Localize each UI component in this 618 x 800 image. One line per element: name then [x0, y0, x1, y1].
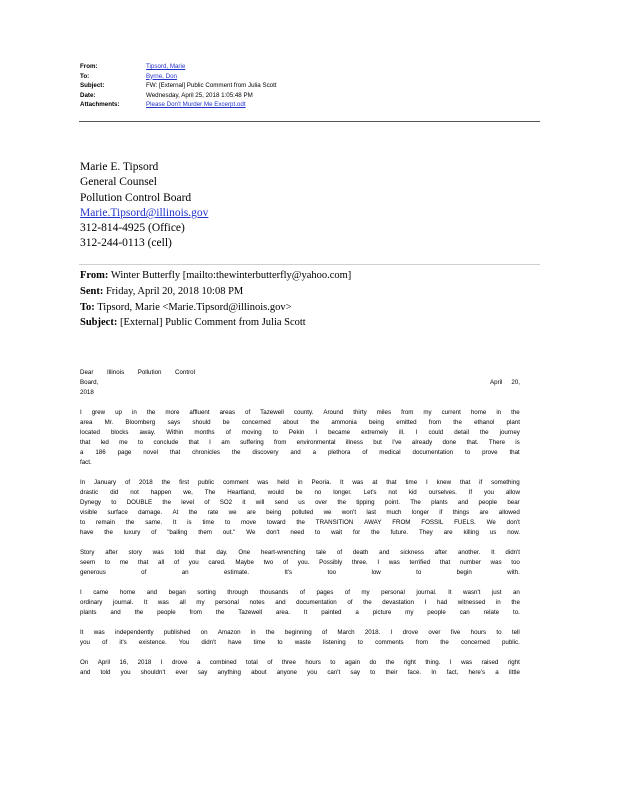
signature-phone-office: 312-814-4925 (Office) [80, 222, 185, 235]
letter-line: visible surface damage. At the rate we are being polluted we won't last much longer if things are allowed [80, 509, 520, 516]
letter-paragraph [80, 658, 520, 678]
signature-name: Marie E. Tipsord [80, 161, 159, 173]
forwarded-header [80, 268, 351, 331]
letter-body [80, 368, 520, 688]
letter-line: ordinary journal. It was all my personal notes and documentation of the devastation I had witnessed in the [80, 599, 520, 606]
header-to-row [80, 72, 277, 82]
header-from-value[interactable]: Tipsord, Marie [146, 63, 186, 70]
header-to-label: To: [80, 72, 90, 80]
letter-line: that led me to conclude that I am suffering from environmental illness but I've already done that. There is [80, 439, 520, 446]
letter-line: have the luxury of "bailing them out." We don't need to wait for the future. They are killing us now. [80, 529, 520, 536]
fwd-to-row [80, 300, 351, 316]
letter-line: plants and the people from the Tazewell area. It painted a picture my people can relate to. [80, 609, 520, 616]
fwd-to-value: Tipsord, Marie <Marie.Tipsord@illinois.gov> [97, 301, 292, 313]
salutation-board: Board, [80, 379, 99, 386]
letter-paragraph [80, 588, 520, 618]
letter-line: you of it's existence. You didn't have time to waste listening to comments from the concerned public. [80, 639, 520, 646]
salutation-line: Dear Illinois Pollution Control [80, 369, 195, 376]
letter-line: I grew up in the more affluent areas of Tazewell county. Around thirty miles from my current home in the [80, 409, 520, 416]
letter-line: fact. [80, 459, 92, 466]
letter-line: and told you shouldn't ever say anything about anyone you can't say to their face. In fact, here's a little [80, 669, 520, 676]
header-attachments-label: Attachments: [80, 101, 120, 109]
letter-line: seem to me that all of you cared. Maybe two of you. Possibly three. I was terrified that number was too [80, 559, 520, 566]
fwd-from-label: From: [80, 270, 109, 281]
letter-line: a 186 page novel that chronicles the discovery and a plethora of medical documentation to prove that [80, 449, 520, 456]
header-date-value: Wednesday, April 25, 2018 1:05:48 PM [146, 91, 253, 99]
fwd-subject-value: [External] Public Comment from Julia Scott [119, 317, 306, 329]
fwd-sent-row [80, 284, 351, 300]
signature-phone-cell: 312-244-0113 (cell) [80, 237, 172, 250]
letter-line: located blocks away. Within months of moving to Pekin I became extremely ill. I could detail the journey [80, 429, 520, 436]
salutation [80, 368, 195, 378]
letter-paragraph [80, 408, 520, 468]
header-date-row [80, 91, 277, 101]
fwd-to-label: To: [80, 301, 95, 313]
letter-paragraph [80, 548, 520, 578]
fwd-subject-row [80, 315, 351, 331]
fwd-sent-label: Sent: [80, 285, 104, 297]
header-subject-value: FW: [External] Public Comment from Julia Scott [146, 82, 277, 90]
signature-email-link[interactable]: Marie.Tipsord@illinois.gov [80, 206, 209, 219]
letter-line: On April 16, 2018 I drove a combined total of three hours to again do the right thing. I was raised right [80, 659, 520, 666]
header-from-label: From: [80, 63, 98, 70]
letter-line: to remain the same. It is time to move toward the TRANSITION AWAY FROM FOSSIL FUELS. We don't [80, 519, 520, 526]
letter-line: area Mr. Bloomberg says should be concerned about the ammonia being emitted from the ethanol plant [80, 419, 520, 426]
email-header [80, 62, 277, 110]
fwd-subject-label: Subject: [80, 317, 118, 329]
letter-paragraph [80, 628, 520, 648]
header-divider [79, 121, 540, 122]
letter-date-part1: April 20, [490, 379, 520, 386]
header-date-label: Date: [80, 91, 96, 99]
header-subject-label: Subject: [80, 82, 105, 90]
header-from-row [80, 62, 277, 72]
signature-org: Pollution Control Board [80, 191, 192, 204]
fwd-from-value: Winter Butterfly [mailto:thewinterbutterfly@yahoo.com] [110, 270, 352, 281]
header-to-value[interactable]: Byrne, Don [146, 72, 177, 80]
letter-line: In January of 2018 the first public comment was held in Peoria. It was at that time I knew that if something [80, 479, 520, 486]
letter-line: It was independently published on Amazon in the beginning of March 2018. I drove over five hours to tell [80, 629, 520, 636]
signature-block [80, 160, 208, 252]
letter-line: drastic did not happen we, The Heartland, would be no longer. Let's not kid ourselves. If you allow [80, 489, 520, 496]
header-subject-row [80, 81, 277, 91]
letter-line: I came home and began sorting through thousands of pages of my personal journal. It wasn't just an [80, 589, 520, 596]
salutation-date-row [80, 378, 520, 388]
header-attachments-row [80, 100, 277, 110]
signature-title: General Counsel [80, 176, 157, 189]
letter-paragraphs [80, 408, 520, 678]
letter-date-part2: 2018 [80, 389, 94, 396]
attachment-link[interactable]: Please Don't Murder Me Excerpt.odt [146, 101, 246, 109]
fwd-sent-value: Friday, April 20, 2018 10:08 PM [105, 285, 244, 297]
letter-line: generous of an estimate. It's too low to begin with. [80, 569, 520, 576]
fwd-from-row [80, 268, 351, 284]
letter-line: Dynegy to DOUBLE the level of SO2 it will send us over the tipping point. The plants and people bear [80, 499, 520, 506]
letter-line: Story after story was told that day. One heart-wrenching tale of death and sickness after another. It didn't [80, 549, 520, 556]
forward-divider [79, 264, 540, 265]
letter-paragraph [80, 478, 520, 538]
